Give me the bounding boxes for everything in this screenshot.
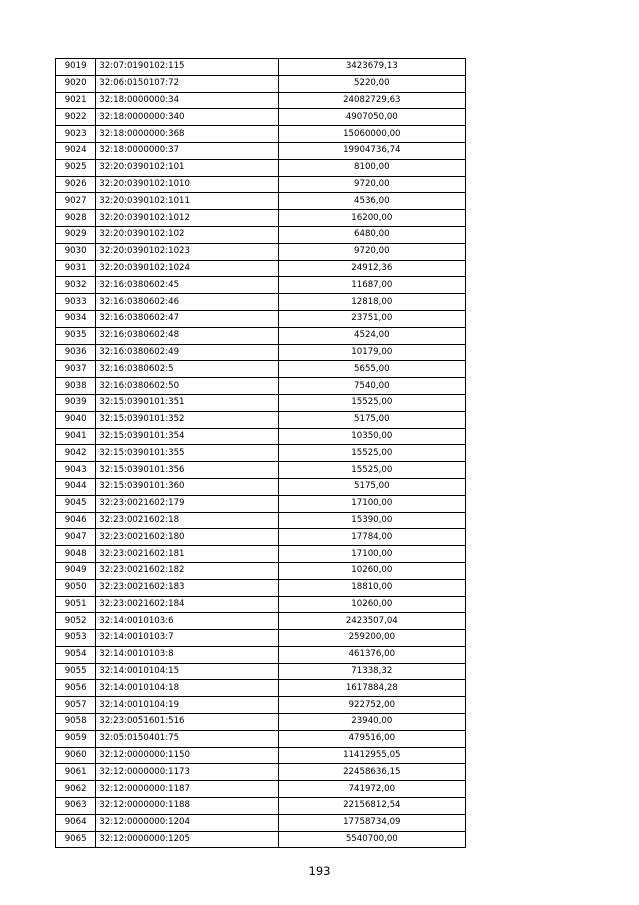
- table-row: [56, 579, 466, 596]
- row-number-cell: 9058: [56, 714, 96, 731]
- cadastral-number-cell: 32:12:0000000:1205: [96, 831, 278, 848]
- row-number-cell: 9065: [56, 831, 96, 848]
- cadastral-number-cell: 32:20:0390102:1023: [96, 243, 278, 260]
- table-row: [56, 478, 466, 495]
- cadastral-number-cell: 32:05:0150401:75: [96, 730, 278, 747]
- table-row: [56, 798, 466, 815]
- cadastral-number-cell: 32:06:0150107:72: [96, 75, 278, 92]
- cadastral-number-cell: 32:18:0000000:34: [96, 92, 278, 109]
- row-number-cell: 9049: [56, 562, 96, 579]
- cadastral-number-cell: 32:14:0010104:15: [96, 663, 278, 680]
- value-cell: 741972,00: [278, 781, 465, 798]
- table-row: [56, 781, 466, 798]
- value-cell: 10260,00: [278, 596, 465, 613]
- table-row: [56, 361, 466, 378]
- value-cell: 5655,00: [278, 361, 465, 378]
- row-number-cell: 9027: [56, 193, 96, 210]
- row-number-cell: 9030: [56, 243, 96, 260]
- table-row: [56, 411, 466, 428]
- value-cell: 16200,00: [278, 210, 465, 227]
- cadastral-number-cell: 32:20:0390102:1011: [96, 193, 278, 210]
- row-number-cell: 9055: [56, 663, 96, 680]
- table-row: [56, 59, 466, 76]
- row-number-cell: 9039: [56, 394, 96, 411]
- value-cell: 8100,00: [278, 159, 465, 176]
- table-row: [56, 630, 466, 647]
- value-cell: 11412955,05: [278, 747, 465, 764]
- cadastral-number-cell: 32:12:0000000:1150: [96, 747, 278, 764]
- cadastral-number-cell: 32:23:0051601:516: [96, 714, 278, 731]
- table-row: [56, 596, 466, 613]
- value-cell: 17758734,09: [278, 814, 465, 831]
- row-number-cell: 9064: [56, 814, 96, 831]
- table-row: [56, 613, 466, 630]
- cadastral-number-cell: 32:23:0021602:184: [96, 596, 278, 613]
- cadastral-number-cell: 32:23:0021602:180: [96, 529, 278, 546]
- row-number-cell: 9054: [56, 646, 96, 663]
- row-number-cell: 9031: [56, 260, 96, 277]
- cadastral-number-cell: 32:14:0010104:19: [96, 697, 278, 714]
- table-row: [56, 176, 466, 193]
- value-cell: 17100,00: [278, 546, 465, 563]
- table-row: [56, 378, 466, 395]
- value-cell: 3423679,13: [278, 59, 465, 76]
- value-cell: 22458636,15: [278, 764, 465, 781]
- value-cell: 18810,00: [278, 579, 465, 596]
- cadastral-number-cell: 32:23:0021602:183: [96, 579, 278, 596]
- row-number-cell: 9062: [56, 781, 96, 798]
- cadastral-number-cell: 32:14:0010104:18: [96, 680, 278, 697]
- value-cell: 11687,00: [278, 277, 465, 294]
- table-row: [56, 226, 466, 243]
- table-row: [56, 562, 466, 579]
- cadastral-number-cell: 32:12:0000000:1187: [96, 781, 278, 798]
- table-row: [56, 529, 466, 546]
- row-number-cell: 9052: [56, 613, 96, 630]
- value-cell: 15525,00: [278, 462, 465, 479]
- table-row: [56, 445, 466, 462]
- value-cell: 7540,00: [278, 378, 465, 395]
- table-row: [56, 831, 466, 848]
- table-row: [56, 394, 466, 411]
- value-cell: 17784,00: [278, 529, 465, 546]
- value-cell: 9720,00: [278, 243, 465, 260]
- table-row: [56, 344, 466, 361]
- cadastral-number-cell: 32:15:0390101:351: [96, 394, 278, 411]
- cadastral-number-cell: 32:16:0380602:47: [96, 310, 278, 327]
- value-cell: 1617884,28: [278, 680, 465, 697]
- value-cell: 259200,00: [278, 630, 465, 647]
- value-cell: 12818,00: [278, 294, 465, 311]
- table-row: [56, 697, 466, 714]
- value-cell: 4524,00: [278, 327, 465, 344]
- table-row: [56, 714, 466, 731]
- row-number-cell: 9035: [56, 327, 96, 344]
- cadastral-number-cell: 32:23:0021602:179: [96, 495, 278, 512]
- value-cell: 10260,00: [278, 562, 465, 579]
- row-number-cell: 9028: [56, 210, 96, 227]
- row-number-cell: 9053: [56, 630, 96, 647]
- value-cell: 23751,00: [278, 310, 465, 327]
- row-number-cell: 9040: [56, 411, 96, 428]
- value-cell: 922752,00: [278, 697, 465, 714]
- value-cell: 23940,00: [278, 714, 465, 731]
- table-row: [56, 92, 466, 109]
- table-row: [56, 512, 466, 529]
- value-cell: 9720,00: [278, 176, 465, 193]
- row-number-cell: 9034: [56, 310, 96, 327]
- row-number-cell: 9029: [56, 226, 96, 243]
- row-number-cell: 9020: [56, 75, 96, 92]
- value-cell: 22156812,54: [278, 798, 465, 815]
- table-row: [56, 310, 466, 327]
- row-number-cell: 9037: [56, 361, 96, 378]
- cadastral-number-cell: 32:15:0390101:360: [96, 478, 278, 495]
- row-number-cell: 9060: [56, 747, 96, 764]
- cadastral-number-cell: 32:23:0021602:18: [96, 512, 278, 529]
- cadastral-number-cell: 32:20:0390102:1012: [96, 210, 278, 227]
- table-row: [56, 462, 466, 479]
- row-number-cell: 9051: [56, 596, 96, 613]
- cadastral-number-cell: 32:16:0380602:49: [96, 344, 278, 361]
- row-number-cell: 9047: [56, 529, 96, 546]
- cadastral-number-cell: 32:18:0000000:340: [96, 109, 278, 126]
- cadastral-number-cell: 32:15:0390101:356: [96, 462, 278, 479]
- table-row: [56, 260, 466, 277]
- table-row: [56, 75, 466, 92]
- cadastral-number-cell: 32:20:0390102:102: [96, 226, 278, 243]
- value-cell: 10179,00: [278, 344, 465, 361]
- row-number-cell: 9019: [56, 59, 96, 76]
- cadastral-number-cell: 32:15:0390101:354: [96, 428, 278, 445]
- value-cell: 24082729,63: [278, 92, 465, 109]
- cadastral-number-cell: 32:14:0010103:8: [96, 646, 278, 663]
- table-row: [56, 277, 466, 294]
- cadastral-number-cell: 32:12:0000000:1204: [96, 814, 278, 831]
- cadastral-number-cell: 32:15:0390101:355: [96, 445, 278, 462]
- row-number-cell: 9061: [56, 764, 96, 781]
- cadastral-number-cell: 32:20:0390102:1010: [96, 176, 278, 193]
- cadastral-number-cell: 32:16:0380602:46: [96, 294, 278, 311]
- value-cell: 4907050,00: [278, 109, 465, 126]
- table-row: [56, 680, 466, 697]
- row-number-cell: 9042: [56, 445, 96, 462]
- cadastral-number-cell: 32:16:0380602:5: [96, 361, 278, 378]
- value-cell: 17100,00: [278, 495, 465, 512]
- table-row: [56, 663, 466, 680]
- table-row: [56, 495, 466, 512]
- cadastral-number-cell: 32:23:0021602:182: [96, 562, 278, 579]
- table-body: [56, 59, 466, 848]
- row-number-cell: 9043: [56, 462, 96, 479]
- value-cell: 24912,36: [278, 260, 465, 277]
- cadastral-number-cell: 32:16:0380602:48: [96, 327, 278, 344]
- row-number-cell: 9050: [56, 579, 96, 596]
- cadastral-number-cell: 32:20:0390102:1024: [96, 260, 278, 277]
- value-cell: 5175,00: [278, 411, 465, 428]
- value-cell: 19904736,74: [278, 142, 465, 159]
- row-number-cell: 9048: [56, 546, 96, 563]
- value-cell: 5220,00: [278, 75, 465, 92]
- cadastral-number-cell: 32:18:0000000:37: [96, 142, 278, 159]
- value-cell: 15525,00: [278, 394, 465, 411]
- row-number-cell: 9023: [56, 126, 96, 143]
- cadastral-number-cell: 32:12:0000000:1188: [96, 798, 278, 815]
- value-cell: 15525,00: [278, 445, 465, 462]
- table-row: [56, 109, 466, 126]
- value-cell: 4536,00: [278, 193, 465, 210]
- value-cell: 6480,00: [278, 226, 465, 243]
- row-number-cell: 9041: [56, 428, 96, 445]
- table-row: [56, 327, 466, 344]
- cadastral-number-cell: 32:23:0021602:181: [96, 546, 278, 563]
- value-cell: 2423507,04: [278, 613, 465, 630]
- value-cell: 461376,00: [278, 646, 465, 663]
- row-number-cell: 9032: [56, 277, 96, 294]
- row-number-cell: 9044: [56, 478, 96, 495]
- row-number-cell: 9021: [56, 92, 96, 109]
- cadastral-number-cell: 32:12:0000000:1173: [96, 764, 278, 781]
- row-number-cell: 9046: [56, 512, 96, 529]
- row-number-cell: 9024: [56, 142, 96, 159]
- cadastral-number-cell: 32:14:0010103:6: [96, 613, 278, 630]
- row-number-cell: 9045: [56, 495, 96, 512]
- table-row: [56, 814, 466, 831]
- table-row: [56, 142, 466, 159]
- row-number-cell: 9056: [56, 680, 96, 697]
- row-number-cell: 9033: [56, 294, 96, 311]
- row-number-cell: 9059: [56, 730, 96, 747]
- row-number-cell: 9026: [56, 176, 96, 193]
- table-row: [56, 546, 466, 563]
- table-row: [56, 428, 466, 445]
- table-row: [56, 126, 466, 143]
- row-number-cell: 9036: [56, 344, 96, 361]
- value-cell: 15390,00: [278, 512, 465, 529]
- table-row: [56, 210, 466, 227]
- table-row: [56, 159, 466, 176]
- table-row: [56, 730, 466, 747]
- row-number-cell: 9022: [56, 109, 96, 126]
- row-number-cell: 9025: [56, 159, 96, 176]
- row-number-cell: 9038: [56, 378, 96, 395]
- cadastral-number-cell: 32:14:0010103:7: [96, 630, 278, 647]
- table-row: [56, 294, 466, 311]
- data-table: [55, 58, 466, 848]
- table-row: [56, 764, 466, 781]
- value-cell: 15060000,00: [278, 126, 465, 143]
- cadastral-number-cell: 32:07:0190102:115: [96, 59, 278, 76]
- value-cell: 5175,00: [278, 478, 465, 495]
- table-row: [56, 243, 466, 260]
- value-cell: 71338,32: [278, 663, 465, 680]
- row-number-cell: 9057: [56, 697, 96, 714]
- value-cell: 479516,00: [278, 730, 465, 747]
- value-cell: 10350,00: [278, 428, 465, 445]
- cadastral-number-cell: 32:16:0380602:50: [96, 378, 278, 395]
- page-number: 193: [308, 864, 331, 878]
- cadastral-number-cell: 32:18:0000000:368: [96, 126, 278, 143]
- cadastral-number-cell: 32:20:0390102:101: [96, 159, 278, 176]
- table-row: [56, 646, 466, 663]
- row-number-cell: 9063: [56, 798, 96, 815]
- table-row: [56, 193, 466, 210]
- cadastral-number-cell: 32:15:0390101:352: [96, 411, 278, 428]
- cadastral-number-cell: 32:16:0380602:45: [96, 277, 278, 294]
- table-row: [56, 747, 466, 764]
- value-cell: 5540700,00: [278, 831, 465, 848]
